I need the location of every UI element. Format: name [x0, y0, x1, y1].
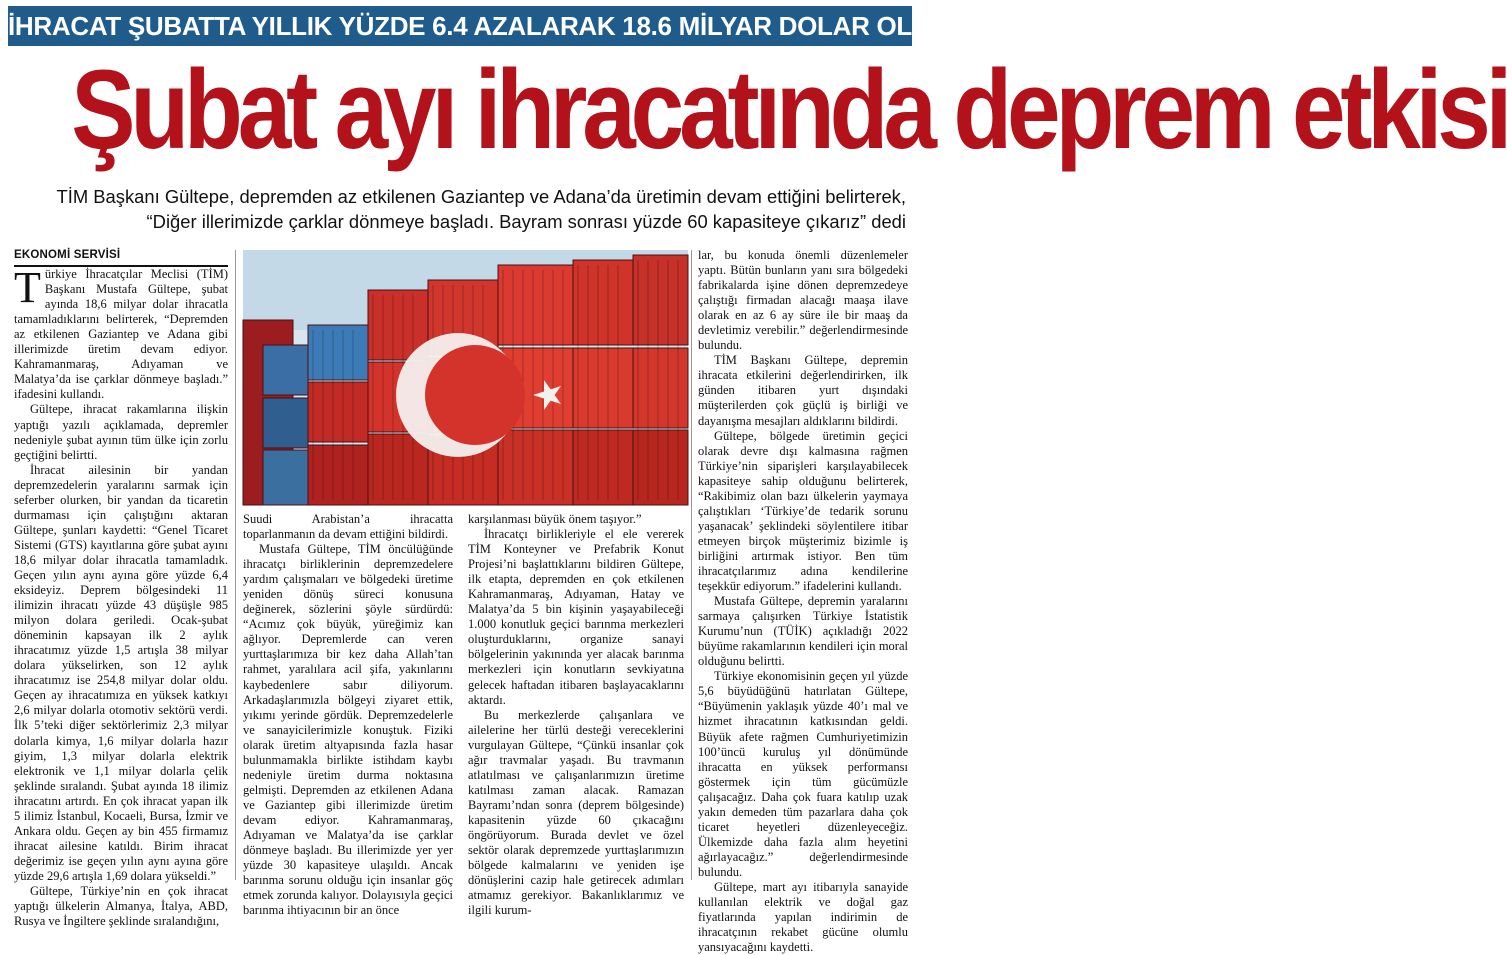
column-4 [698, 248, 908, 955]
subhead-line-1: TİM Başkanı Gültepe, depremden az etkilenen Gaziantep ve Adana’da üretimin devam ettiğini belirterek, [56, 186, 906, 207]
subhead-line-2: “Diğer illerimizde çarklar dönmeye başladı. Bayram sonrası yüzde 60 kapasiteye çıkarız” dedi [146, 211, 906, 232]
subheadline [14, 184, 906, 234]
col4-paragraph-4: Mustafa Gültepe, depremin yaralarını sarmaya çalışırken Türkiye İstatistik Kurumu’nun (TÜİK) açıkladığı 2022 büyüme rakamlarının kendileri için moral olduğunu belirtti. [698, 594, 908, 669]
col2-paragraph-2: Mustafa Gültepe, TİM öncülüğünde ihracatçı birliklerinin depremzedelere yardım çalışmaları ve bölgedeki üretime yeniden dönüş süreci konusuna değinerek, sözlerini şöyle sürdürdü: “Acımız çok büyük, yüreğimiz kan ağlıyor. Depremlerde can veren yurttaşlarımıza bir kez daha Allah’tan rahmet, yaralılara acil şifa, yakınlarını kaybedenlere sabır diliyorum. Arkadaşlarımızla bölgeyi ziyaret ettik, yıkımı yerinde gördük. Depremzedelerle ve sanayicilerimizle konuştuk. Fiziki olarak üretim altyapısında fazla hasar bulunmamakla birlikte istihdam kaybı nedeniyle üretim durma noktasına gelmişti. Depremden az etkilenen Adana ve Gaziantep gibi illerimizde üretim devam ediyor. Kahramanmaraş, Adıyaman ve Malatya’da ise çarklar dönmeye başladı. Bu illerimizde yer yer yüzde 30 kapasiteye ulaşıldı. Ancak barınma sorunu olduğu için insanlar göç etmek zorunda kalıyor. Dolayısıyla geçici barınma ihtiyacının bir an önce [243, 542, 453, 918]
col4-paragraph-3: Gültepe, bölgede üretimin geçici olarak devre dışı kalmasına rağmen Türkiye’nin siparişleri karşılayabilecek kapasiteye sahip olduğunu belirterek, “Rakibimiz olan bazı ülkelerin yaymaya çalıştıkları ‘Türkiye’de tedarik sorunu yaşanacak’ şeklindeki söylentilere itibar etmeyen birçok müşterimiz bizimle iş birliğini artırmak istiyor. Ben tüm ihracatçılarımız adına kendilerine teşekkür ediyorum.” ifadelerini kullandı. [698, 428, 908, 594]
container-flag-photo-icon [243, 250, 688, 505]
container-flag-photo [243, 250, 688, 505]
col4-paragraph-2: TİM Başkanı Gültepe, depremin ihracata etkilerini değerlendirirken, ilk günden itibaren yurt dışındaki müşterilerden çok güçlü iş birliği ve dayanışma mesajları aldıklarını bildirdi. [698, 353, 908, 428]
column-1 [14, 248, 228, 929]
col1-paragraph-4: Gültepe, Türkiye’nin en çok ihracat yaptığı ülkelerin Almanya, İtalya, ABD, Rusya ve İngiltere şeklinde sıralandığını, [14, 883, 228, 929]
col3-paragraph-1: karşılanması büyük önem taşıyor.” [468, 512, 642, 526]
col3-paragraph-3: Bu merkezlerde çalışanlara ve ailelerine her türlü desteği vereceklerini vurgulayan Gültepe, “Çünkü insanlar çok ağır travmalar yaşadı. Bu travmanın atlatılması ve çalışanlarımızın üretime katılması zaman alacak. Ramazan Bayramı’ndan sonra (deprem bölgesinde) kapasitenin yüzde 60 çıkacağını öngörüyorum. Burada devlet ve özel sektör olarak depremzede yurttaşlarımızın bölgede kalmalarını ve yeniden işe dönüşlerini cazip hale getirecek adımları atmamız gerekiyor. Bakanlıklarımız ve ilgili kurum- [468, 707, 684, 918]
col2-paragraph-1: Suudi Arabistan’a ihracatta toparlanmanın da devam ettiğini bildirdi. [243, 512, 453, 542]
col3-paragraph-2: İhracatçı birlikleriyle el ele vererek TİM Konteyner ve Prefabrik Konut Projesi’ni başlattıklarını bildiren Gültepe, ilk etapta, depremden en çok etkilenen Kahramanmaraş, Adıyaman, Hatay ve Malatya’da 5 bin kişinin yaşayabileceği 1.000 konutluk geçici barınma merkezleri oluşturduklarını, organize sanayi bölgelerinin yakınında yer alacak barınma merkezleri için konutların sevkiyatına gelecek haftadan itibaren başlayacaklarını aktardı. [468, 527, 684, 707]
kicker-banner: İHRACAT ŞUBATTA YILLIK YÜZDE 6.4 AZALARAK 18.6 MİLYAR DOLAR OLDU [8, 6, 912, 46]
column-3 [468, 512, 684, 918]
col1-paragraph-3: İhracat ailesinin bir yandan depremzedelerin yaralarını sarmak için seferber olurken, bir yandan da ticaretin durmaması için çalıştığını aktaran Gültepe, şunları kaydetti: “Genel Ticaret Sistemi (GTS) kayıtlarına göre şubat ayını 18,6 milyar dolar ihracatla tamamladık. Geçen yılın aynı ayına göre yüzde 6,4 eksideyiz. Deprem bölgesindeki 11 ilimizin ihracatı yüzde 43 düşüşle 985 milyon dolara geriledi. Ocak-şubat döneminin kapsayan ilk 2 aylık ihracatımız yüzde 1,5 artışla 38 milyar dolara yükselirken, son 12 aylık ihracatımız ise 254,8 milyar dolar oldu. Geçen ay ihracatımıza en yüksek katkıyı 2,6 milyar dolarla otomotiv sektörü verdi. İlk 5’teki diğer sektörlerimiz 2,3 milyar dolarla kimya, 1,6 milyar dolarla hazır giyim, 1,3 milyar dolarla elektrik elektronik ve 1,1 milyar dolarla çelik şeklinde sıralandı. Şubat ayında 18 ilimiz ihracatını artırdı. En çok ihracat yapan ilk 5 ilimiz İstanbul, Kocaeli, Bursa, İzmir ve Ankara oldu. Geçen ay bin 455 firmamız ihracat ailesine katıldı. Birim ihracat değerimiz ise geçen yılın aynı ayına göre yüzde 29,6 artışla 1,69 dolara yükseldi.” [14, 462, 228, 883]
column-rule-2 [691, 250, 692, 880]
col4-paragraph-5: Türkiye ekonomisinin geçen yıl yüzde 5,6 büyüdüğünü hatırlatan Gültepe, “Büyümenin yaklaşık yüzde 40’ı mal ve hizmet ihracatının katkısından geldi. Büyük afete rağmen Cumhuriyetimizin 100’üncü kuruluş yıl dönümünde ihracatta en yüksek performansı göstermek için tüm gücümüzle çalışacağız. Daha çok fuara katılıp uzak yakın demeden tüm pazarlara daha çok ticaret heyetleri düzenleyeceğiz. Ülkemizde daha fazla alım heyetini ağırlayacağız.” değerlendirmesinde bulundu. [698, 669, 908, 879]
col1-paragraph-1: Türkiye İhracatçılar Meclisi (TİM) Başkanı Mustafa Gültepe, şubat ayında 18,6 milyar dolar ihracatla tamamladıklarını belirterek, “Depremden az etkilenen Gaziantep ve Adana gibi illerimizde üretim devam ediyor. Kahramanmaraş, Adıyaman ve Malatya’da ise çarklar dönmeye başladı.” ifadesini kullandı. [14, 263, 228, 402]
col4-paragraph-6: Gültepe, mart ayı itibarıyla sanayide kullanılan elektrik ve doğal gaz fiyatlarında yapılan indirimin de ihracatçının rekabet gücüne olumlu yansıyacağını kaydetti. [698, 879, 908, 955]
col1-paragraph-2: Gültepe, ihracat rakamlarına ilişkin yaptığı yazılı açıklamada, depremler nedeniyle şubat ayının tüm ülke için zorlu geçtiğini belirtti. [14, 402, 228, 462]
col4-paragraph-1: lar, bu konuda önemli düzenlemeler yaptı. Bütün bunların yanı sıra bölgedeki fabrikalarda işine dönen depremzedeye çalıştığı firmadan alacağı maaşa ilave olarak en az 6 ay süre ile bir maaş da devletimiz verebilir.” değerlendirmesinde bulundu. [698, 248, 908, 353]
drop-cap: T [14, 263, 41, 313]
byline: EKONOMİ SERVİSİ [14, 248, 228, 267]
column-rule [235, 250, 236, 880]
column-2 [243, 512, 453, 918]
headline: Şubat ayı ihracatında deprem etkisi [71, 47, 1507, 172]
